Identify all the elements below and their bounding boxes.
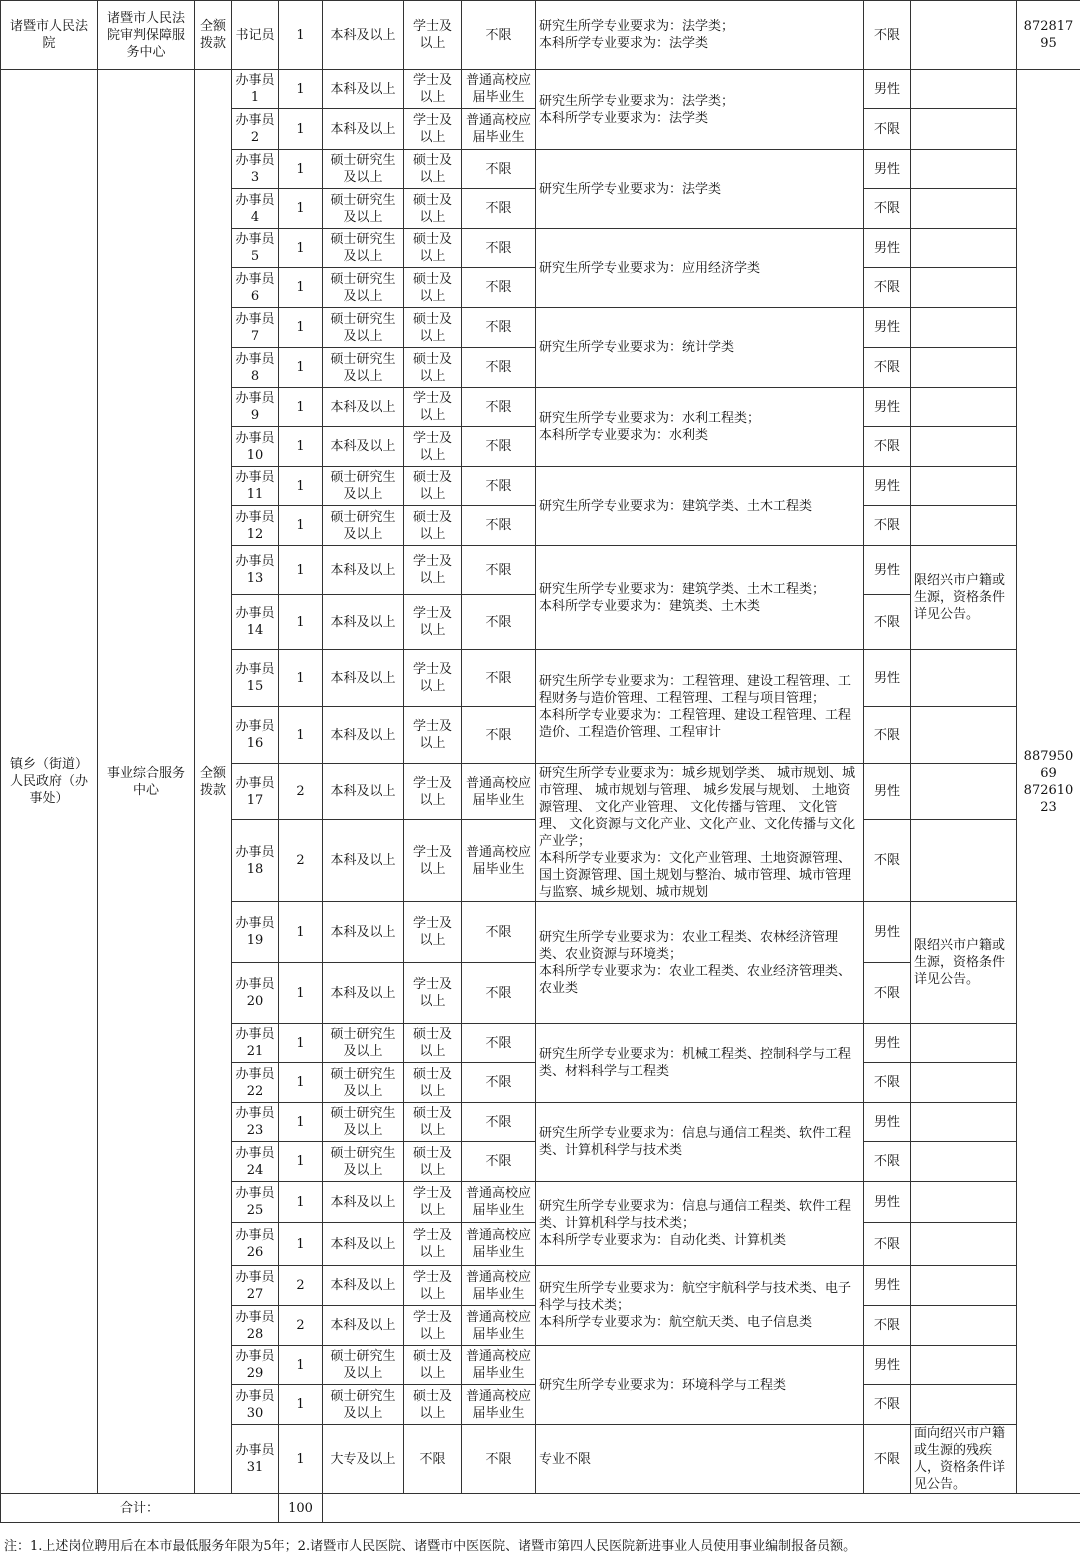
education-cell: 本科及以上 bbox=[323, 70, 404, 109]
post-cell: 办事员27 bbox=[232, 1266, 279, 1306]
count-cell: 2 bbox=[279, 820, 323, 902]
count-cell: 1 bbox=[279, 1346, 323, 1385]
degree-cell: 不限 bbox=[404, 1425, 462, 1494]
degree-cell: 学士及以上 bbox=[404, 820, 462, 902]
post-cell: 办事员21 bbox=[232, 1024, 279, 1063]
other-cell bbox=[911, 764, 1017, 820]
major-cell bbox=[536, 650, 864, 764]
source-cell: 不限 bbox=[462, 1425, 536, 1494]
source-cell: 不限 bbox=[462, 1, 536, 70]
education-cell: 本科及以上 bbox=[323, 1223, 404, 1266]
table-row bbox=[1, 1, 1080, 70]
major-cell bbox=[536, 70, 864, 150]
post-cell: 办事员7 bbox=[232, 308, 279, 348]
post-cell: 办事员22 bbox=[232, 1063, 279, 1103]
major-line: 研究生所学专业要求为：法学类 bbox=[539, 181, 722, 197]
education-cell: 硕士研究生及以上 bbox=[323, 1024, 404, 1063]
other-cell: 限绍兴市户籍或生源，资格条件详见公告。 bbox=[911, 546, 1017, 650]
phone-cell: 87281795 bbox=[1017, 1, 1080, 70]
total-empty bbox=[323, 1494, 1080, 1523]
count-cell: 2 bbox=[279, 1306, 323, 1346]
count-cell: 1 bbox=[279, 1063, 323, 1103]
gender-cell: 不限 bbox=[864, 1142, 911, 1182]
education-cell: 硕士研究生及以上 bbox=[323, 1103, 404, 1142]
education-cell: 硕士研究生及以上 bbox=[323, 1142, 404, 1182]
major-line: 本科所学专业要求为：法学类 bbox=[539, 110, 709, 126]
count-cell: 1 bbox=[279, 348, 323, 388]
other-cell bbox=[911, 229, 1017, 268]
count-cell: 1 bbox=[279, 546, 323, 595]
degree-cell: 硕士及以上 bbox=[404, 1346, 462, 1385]
major-line: 本科所学专业要求为：航空航天类、电子信息类 bbox=[539, 1315, 813, 1330]
major-line: 专业不限 bbox=[539, 1451, 592, 1467]
source-cell: 不限 bbox=[462, 388, 536, 427]
major-cell bbox=[536, 546, 864, 650]
education-cell: 硕士研究生及以上 bbox=[323, 467, 404, 506]
major-line: 研究生所学专业要求为：城乡规划学类、 城市规划、城市管理、 城市规划与管理、 城乡发展与规划、 土地资源管理、 文化产业管理、 文化传播与管理、 文化管理、 文化资源与文化产业、文化产业、文化传播与文化产业学； bbox=[539, 765, 856, 849]
degree-cell: 学士及以上 bbox=[404, 963, 462, 1024]
education-cell: 本科及以上 bbox=[323, 707, 404, 764]
gender-cell: 不限 bbox=[864, 506, 911, 546]
count-cell: 1 bbox=[279, 388, 323, 427]
degree-cell: 硕士及以上 bbox=[404, 1385, 462, 1425]
other-cell bbox=[911, 1182, 1017, 1223]
post-cell: 办事员26 bbox=[232, 1223, 279, 1266]
degree-cell: 学士及以上 bbox=[404, 1182, 462, 1223]
count-cell: 1 bbox=[279, 189, 323, 229]
gender-cell: 不限 bbox=[864, 1385, 911, 1425]
degree-cell: 硕士及以上 bbox=[404, 268, 462, 308]
post-cell: 办事员1 bbox=[232, 70, 279, 109]
count-cell: 1 bbox=[279, 1182, 323, 1223]
major-cell bbox=[536, 1, 864, 70]
source-cell: 不限 bbox=[462, 150, 536, 189]
post-cell: 办事员29 bbox=[232, 1346, 279, 1385]
count-cell: 1 bbox=[279, 595, 323, 650]
other-cell bbox=[911, 1, 1017, 70]
gender-cell: 男性 bbox=[864, 1024, 911, 1063]
education-cell: 本科及以上 bbox=[323, 963, 404, 1024]
count-cell: 1 bbox=[279, 70, 323, 109]
gender-cell: 男性 bbox=[864, 1103, 911, 1142]
post-cell: 办事员15 bbox=[232, 650, 279, 707]
degree-cell: 硕士及以上 bbox=[404, 229, 462, 268]
source-cell: 不限 bbox=[462, 1142, 536, 1182]
unit-cell: 诸暨市人民法院 bbox=[1, 1, 98, 70]
degree-cell: 硕士及以上 bbox=[404, 1142, 462, 1182]
gender-cell: 男性 bbox=[864, 70, 911, 109]
post-cell: 办事员16 bbox=[232, 707, 279, 764]
degree-cell: 学士及以上 bbox=[404, 109, 462, 150]
education-cell: 硕士研究生及以上 bbox=[323, 150, 404, 189]
post-cell: 办事员6 bbox=[232, 268, 279, 308]
major-line: 本科所学专业要求为：法学类 bbox=[539, 36, 709, 51]
gender-cell: 男性 bbox=[864, 308, 911, 348]
education-cell: 硕士研究生及以上 bbox=[323, 348, 404, 388]
major-line: 研究生所学专业要求为：环境科学与工程类 bbox=[539, 1377, 787, 1393]
education-cell: 本科及以上 bbox=[323, 1, 404, 70]
gender-cell: 男性 bbox=[864, 546, 911, 595]
degree-cell: 学士及以上 bbox=[404, 902, 462, 963]
gender-cell: 不限 bbox=[864, 963, 911, 1024]
major-line: 研究生所学专业要求为：航空宇航科学与技术类、电子科学与技术类； bbox=[539, 1281, 852, 1313]
post-cell: 办事员28 bbox=[232, 1306, 279, 1346]
post-cell: 办事员24 bbox=[232, 1142, 279, 1182]
source-cell: 不限 bbox=[462, 467, 536, 506]
source-cell: 不限 bbox=[462, 1063, 536, 1103]
major-line: 本科所学专业要求为：工程管理、建设工程管理、工程造价、工程造价管理、工程审计 bbox=[539, 707, 852, 740]
major-line: 研究生所学专业要求为：机械工程类、控制科学与工程类、材料科学与工程类 bbox=[539, 1047, 852, 1079]
education-cell: 大专及以上 bbox=[323, 1425, 404, 1494]
degree-cell: 硕士及以上 bbox=[404, 1024, 462, 1063]
major-line: 研究生所学专业要求为：建筑学类、土木工程类 bbox=[539, 498, 813, 514]
degree-cell: 学士及以上 bbox=[404, 764, 462, 820]
post-cell: 办事员5 bbox=[232, 229, 279, 268]
gender-cell: 不限 bbox=[864, 189, 911, 229]
education-cell: 硕士研究生及以上 bbox=[323, 506, 404, 546]
education-cell: 本科及以上 bbox=[323, 546, 404, 595]
post-cell: 办事员30 bbox=[232, 1385, 279, 1425]
phone-number: 88795069 bbox=[1023, 748, 1074, 781]
major-cell bbox=[536, 308, 864, 388]
major-cell bbox=[536, 1182, 864, 1266]
gender-cell: 不限 bbox=[864, 1425, 911, 1494]
other-cell bbox=[911, 707, 1017, 764]
major-line: 研究生所学专业要求为：应用经济学类 bbox=[539, 260, 761, 276]
degree-cell: 学士及以上 bbox=[404, 1306, 462, 1346]
count-cell: 1 bbox=[279, 308, 323, 348]
unit-cell: 镇乡（街道）人民政府（办事处） bbox=[1, 70, 98, 1494]
degree-cell: 硕士及以上 bbox=[404, 348, 462, 388]
source-cell: 不限 bbox=[462, 650, 536, 707]
other-cell bbox=[911, 70, 1017, 109]
count-cell: 1 bbox=[279, 229, 323, 268]
gender-cell: 不限 bbox=[864, 1306, 911, 1346]
post-cell: 办事员17 bbox=[232, 764, 279, 820]
gender-cell: 男性 bbox=[864, 1182, 911, 1223]
degree-cell: 硕士及以上 bbox=[404, 150, 462, 189]
post-cell: 办事员12 bbox=[232, 506, 279, 546]
post-cell: 办事员23 bbox=[232, 1103, 279, 1142]
total-value: 100 bbox=[279, 1494, 323, 1523]
other-cell bbox=[911, 109, 1017, 150]
major-line: 研究生所学专业要求为：信息与通信工程类、软件工程类、计算机科学与技术类 bbox=[539, 1126, 852, 1158]
degree-cell: 学士及以上 bbox=[404, 595, 462, 650]
gender-cell: 不限 bbox=[864, 348, 911, 388]
degree-cell: 学士及以上 bbox=[404, 1, 462, 70]
degree-cell: 学士及以上 bbox=[404, 707, 462, 764]
source-cell: 不限 bbox=[462, 1103, 536, 1142]
major-line: 研究生所学专业要求为：工程管理、建设工程管理、工程财务与造价管理、工程管理、工程与项目管理； bbox=[539, 673, 852, 706]
education-cell: 硕士研究生及以上 bbox=[323, 1063, 404, 1103]
major-cell bbox=[536, 764, 864, 902]
other-cell bbox=[911, 1385, 1017, 1425]
gender-cell: 不限 bbox=[864, 427, 911, 467]
post-cell: 办事员8 bbox=[232, 348, 279, 388]
education-cell: 本科及以上 bbox=[323, 820, 404, 902]
count-cell: 1 bbox=[279, 1, 323, 70]
table-row bbox=[1, 70, 1080, 109]
count-cell: 1 bbox=[279, 268, 323, 308]
source-cell: 不限 bbox=[462, 189, 536, 229]
other-cell bbox=[911, 388, 1017, 427]
count-cell: 1 bbox=[279, 963, 323, 1024]
count-cell: 1 bbox=[279, 109, 323, 150]
count-cell: 1 bbox=[279, 1142, 323, 1182]
funding-cell: 全额拨款 bbox=[195, 1, 232, 70]
gender-cell: 男性 bbox=[864, 467, 911, 506]
education-cell: 本科及以上 bbox=[323, 764, 404, 820]
source-cell: 不限 bbox=[462, 427, 536, 467]
source-cell: 不限 bbox=[462, 902, 536, 963]
major-cell bbox=[536, 467, 864, 546]
post-cell: 办事员2 bbox=[232, 109, 279, 150]
source-cell: 不限 bbox=[462, 268, 536, 308]
count-cell: 1 bbox=[279, 467, 323, 506]
count-cell: 1 bbox=[279, 902, 323, 963]
education-cell: 本科及以上 bbox=[323, 1306, 404, 1346]
degree-cell: 硕士及以上 bbox=[404, 1103, 462, 1142]
major-cell bbox=[536, 150, 864, 229]
other-cell bbox=[911, 189, 1017, 229]
org-cell: 事业综合服务中心 bbox=[98, 70, 195, 1494]
major-cell bbox=[536, 1266, 864, 1346]
org-cell: 诸暨市人民法院审判保障服务中心 bbox=[98, 1, 195, 70]
degree-cell: 学士及以上 bbox=[404, 70, 462, 109]
post-cell: 办事员3 bbox=[232, 150, 279, 189]
source-cell: 不限 bbox=[462, 707, 536, 764]
education-cell: 本科及以上 bbox=[323, 902, 404, 963]
gender-cell: 不限 bbox=[864, 1223, 911, 1266]
source-cell: 不限 bbox=[462, 963, 536, 1024]
post-cell: 办事员14 bbox=[232, 595, 279, 650]
post-cell: 办事员20 bbox=[232, 963, 279, 1024]
other-cell bbox=[911, 1063, 1017, 1103]
gender-cell: 不限 bbox=[864, 595, 911, 650]
major-line: 研究生所学专业要求为：水利工程类； bbox=[539, 411, 761, 426]
major-cell bbox=[536, 1425, 864, 1494]
major-line: 研究生所学专业要求为：统计学类 bbox=[539, 340, 735, 355]
gender-cell: 不限 bbox=[864, 268, 911, 308]
post-cell: 办事员25 bbox=[232, 1182, 279, 1223]
source-cell: 普通高校应届毕业生 bbox=[462, 109, 536, 150]
source-cell: 不限 bbox=[462, 546, 536, 595]
source-cell: 普通高校应届毕业生 bbox=[462, 1346, 536, 1385]
other-cell bbox=[911, 467, 1017, 506]
gender-cell: 男性 bbox=[864, 229, 911, 268]
other-cell: 限绍兴市户籍或生源，资格条件详见公告。 bbox=[911, 902, 1017, 1024]
education-cell: 本科及以上 bbox=[323, 595, 404, 650]
education-cell: 本科及以上 bbox=[323, 1266, 404, 1306]
degree-cell: 硕士及以上 bbox=[404, 506, 462, 546]
count-cell: 1 bbox=[279, 1385, 323, 1425]
other-cell bbox=[911, 1103, 1017, 1142]
source-cell: 普通高校应届毕业生 bbox=[462, 1182, 536, 1223]
gender-cell: 男性 bbox=[864, 1266, 911, 1306]
source-cell: 普通高校应届毕业生 bbox=[462, 1385, 536, 1425]
gender-cell: 不限 bbox=[864, 820, 911, 902]
phone-number: 87261023 bbox=[1023, 782, 1074, 815]
degree-cell: 学士及以上 bbox=[404, 1266, 462, 1306]
education-cell: 本科及以上 bbox=[323, 1182, 404, 1223]
other-cell bbox=[911, 427, 1017, 467]
degree-cell: 学士及以上 bbox=[404, 427, 462, 467]
major-line: 研究生所学专业要求为：建筑学类、土木工程类； bbox=[539, 581, 826, 597]
source-cell: 不限 bbox=[462, 229, 536, 268]
count-cell: 2 bbox=[279, 1266, 323, 1306]
count-cell: 1 bbox=[279, 150, 323, 189]
count-cell: 1 bbox=[279, 1024, 323, 1063]
other-cell bbox=[911, 1142, 1017, 1182]
post-cell: 书记员 bbox=[232, 1, 279, 70]
source-cell: 普通高校应届毕业生 bbox=[462, 70, 536, 109]
post-cell: 办事员18 bbox=[232, 820, 279, 902]
gender-cell: 男性 bbox=[864, 764, 911, 820]
gender-cell: 男性 bbox=[864, 150, 911, 189]
other-cell bbox=[911, 650, 1017, 707]
other-cell bbox=[911, 150, 1017, 189]
major-line: 本科所学专业要求为：建筑类、土木类 bbox=[539, 598, 761, 614]
source-cell: 普通高校应届毕业生 bbox=[462, 1266, 536, 1306]
other-cell bbox=[911, 308, 1017, 348]
education-cell: 硕士研究生及以上 bbox=[323, 1385, 404, 1425]
other-cell bbox=[911, 268, 1017, 308]
major-cell bbox=[536, 902, 864, 1024]
other-cell bbox=[911, 1266, 1017, 1306]
major-line: 本科所学专业要求为：文化产业管理、土地资源管理、国土资源管理、国土规划与整治、城市管理、城市管理与监察、城乡规划、城市规划 bbox=[539, 850, 852, 900]
education-cell: 硕士研究生及以上 bbox=[323, 268, 404, 308]
education-cell: 硕士研究生及以上 bbox=[323, 189, 404, 229]
major-line: 研究生所学专业要求为：信息与通信工程类、软件工程类、计算机科学与技术类； bbox=[539, 1199, 852, 1231]
education-cell: 硕士研究生及以上 bbox=[323, 229, 404, 268]
funding-cell: 全额拨款 bbox=[195, 70, 232, 1494]
post-cell: 办事员4 bbox=[232, 189, 279, 229]
post-cell: 办事员31 bbox=[232, 1425, 279, 1494]
major-line: 研究生所学专业要求为：农业工程类、农林经济管理类、农业资源与环境类； bbox=[539, 929, 839, 962]
footnote: 注：1.上述岗位聘用后在本市最低服务年限为5年；2.诸暨市人民医院、诸暨市中医医院、诸暨市第四人民医院新进事业人员使用事业编制报备员额。 bbox=[4, 1539, 857, 1554]
degree-cell: 硕士及以上 bbox=[404, 308, 462, 348]
gender-cell: 不限 bbox=[864, 707, 911, 764]
major-line: 研究生所学专业要求为：法学类； bbox=[539, 19, 735, 34]
major-cell bbox=[536, 1103, 864, 1182]
count-cell: 1 bbox=[279, 1103, 323, 1142]
source-cell: 普通高校应届毕业生 bbox=[462, 1306, 536, 1346]
source-cell: 普通高校应届毕业生 bbox=[462, 820, 536, 902]
major-line: 研究生所学专业要求为：法学类； bbox=[539, 93, 735, 109]
degree-cell: 硕士及以上 bbox=[404, 189, 462, 229]
source-cell: 普通高校应届毕业生 bbox=[462, 1223, 536, 1266]
source-cell: 不限 bbox=[462, 348, 536, 388]
gender-cell: 不限 bbox=[864, 109, 911, 150]
education-cell: 本科及以上 bbox=[323, 427, 404, 467]
total-label: 合计： bbox=[1, 1494, 279, 1523]
source-cell: 不限 bbox=[462, 595, 536, 650]
major-line: 本科所学专业要求为：农业工程类、农业经济管理类、农业类 bbox=[539, 963, 852, 996]
education-cell: 本科及以上 bbox=[323, 650, 404, 707]
other-cell bbox=[911, 1306, 1017, 1346]
post-cell: 办事员13 bbox=[232, 546, 279, 595]
gender-cell: 男性 bbox=[864, 388, 911, 427]
other-cell: 面向绍兴市户籍或生源的残疾人，资格条件详见公告。 bbox=[911, 1425, 1017, 1494]
count-cell: 1 bbox=[279, 427, 323, 467]
degree-cell: 学士及以上 bbox=[404, 388, 462, 427]
source-cell: 不限 bbox=[462, 1024, 536, 1063]
major-cell bbox=[536, 388, 864, 467]
major-line: 本科所学专业要求为：自动化类、计算机类 bbox=[539, 1233, 787, 1248]
count-cell: 1 bbox=[279, 650, 323, 707]
count-cell: 1 bbox=[279, 707, 323, 764]
major-cell bbox=[536, 1024, 864, 1103]
degree-cell: 学士及以上 bbox=[404, 650, 462, 707]
degree-cell: 学士及以上 bbox=[404, 1223, 462, 1266]
gender-cell: 男性 bbox=[864, 902, 911, 963]
other-cell bbox=[911, 506, 1017, 546]
source-cell: 不限 bbox=[462, 506, 536, 546]
total-row bbox=[1, 1494, 1080, 1523]
gender-cell: 男性 bbox=[864, 650, 911, 707]
gender-cell: 男性 bbox=[864, 1346, 911, 1385]
other-cell bbox=[911, 820, 1017, 902]
gender-cell: 不限 bbox=[864, 1063, 911, 1103]
major-cell bbox=[536, 1346, 864, 1425]
other-cell bbox=[911, 1024, 1017, 1063]
gender-cell: 不限 bbox=[864, 1, 911, 70]
degree-cell: 学士及以上 bbox=[404, 546, 462, 595]
degree-cell: 硕士及以上 bbox=[404, 1063, 462, 1103]
education-cell: 硕士研究生及以上 bbox=[323, 308, 404, 348]
count-cell: 2 bbox=[279, 764, 323, 820]
post-cell: 办事员9 bbox=[232, 388, 279, 427]
count-cell: 1 bbox=[279, 1425, 323, 1494]
count-cell: 1 bbox=[279, 1223, 323, 1266]
other-cell bbox=[911, 1346, 1017, 1385]
source-cell: 普通高校应届毕业生 bbox=[462, 764, 536, 820]
other-cell bbox=[911, 348, 1017, 388]
other-cell bbox=[911, 1223, 1017, 1266]
major-cell bbox=[536, 229, 864, 308]
source-cell: 不限 bbox=[462, 308, 536, 348]
education-cell: 硕士研究生及以上 bbox=[323, 1346, 404, 1385]
post-cell: 办事员10 bbox=[232, 427, 279, 467]
count-cell: 1 bbox=[279, 506, 323, 546]
major-line: 本科所学专业要求为：水利类 bbox=[539, 428, 709, 443]
degree-cell: 硕士及以上 bbox=[404, 467, 462, 506]
education-cell: 本科及以上 bbox=[323, 388, 404, 427]
post-cell: 办事员19 bbox=[232, 902, 279, 963]
phone-cell bbox=[1017, 70, 1080, 1494]
education-cell: 本科及以上 bbox=[323, 109, 404, 150]
post-cell: 办事员11 bbox=[232, 467, 279, 506]
